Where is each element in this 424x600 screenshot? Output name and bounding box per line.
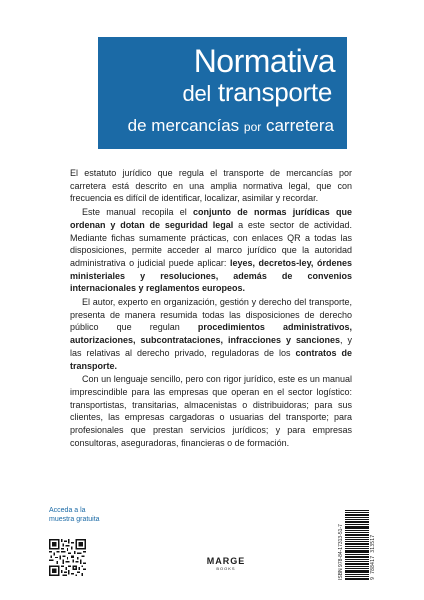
title-line-2 [183,79,332,105]
sample-label: Acceda a la muestra gratuita [49,507,100,523]
publisher-name: MARGE [206,556,246,566]
isbn-text: ISBN 978-84-17313-51-7 [338,524,344,580]
qr-code-icon[interactable] [49,539,86,576]
title-word-mercancias: de mercancías [127,116,240,135]
p2-text-c: a este sector de actividad. Mediante fichas sumamente prácticas, con enlaces QR a todas las disposiciones, permite acceder al marco jurídico que la autoridad administrativa o judicial puede aplicar: [70,219,352,268]
paragraph-1: El estatuto jurídico que regula el transporte de mercancías por carretera está descrito en una amplia normativa legal, que con frecuencia es difícil de identificar, localizar, asimilar y recordar. [70,168,352,204]
title-word-transporte: transporte [217,77,332,107]
title-line-1: Normativa [193,43,335,79]
paragraph-2 [70,206,352,295]
p3-text-a: El autor, experto en organización, gestión y derecho del transporte, presenta de manera resumida todas las disposiciones de derecho público que regulan [70,297,352,333]
p2-bold-b: conjunto de normas jurídicas que ordenan y dotan de seguridad legal [70,207,352,230]
back-cover-text [70,167,352,450]
paragraph-3 [70,296,352,372]
p3-bold-d: contratos de transporte. [70,347,352,371]
title-block [98,37,347,149]
barcode-number: 9 788417 313517 [370,534,376,580]
title-word-carretera: carretera [265,116,334,135]
p3-bold-b: procedimientos administrativos, autorizaciones, subcontrataciones, infracciones y sanciones [70,322,352,346]
title-word-por: por [243,120,262,134]
p3-text-c: , y las relativas al derecho privado, reguladoras de los [70,335,352,358]
title-line-3 [128,117,334,134]
title-word-del: del [182,81,211,106]
publisher-logo [204,557,248,571]
publisher-sub: BOOKS [216,566,236,571]
paragraph-4: Con un lenguaje sencillo, pero con rigor jurídico, este es un manual imprescindible para las empresas que operan en el sector logístico: transportistas, transitarias, almacenistas o distribuidoras; para sus clientes, las empresas cargadoras o usuarias del transporte; para profesionales que prestan servicios jurídicos; y para empresas consultoras, aseguradoras, financieras o de formación. [70,374,352,448]
barcode-icon [345,510,369,580]
p2-text-a: Este manual recopila el [82,207,194,218]
p2-bold-d: leyes, decretos-ley, órdenes ministeriales y resoluciones, además de convenios internacionales y reglamentos europeos. [70,257,352,294]
